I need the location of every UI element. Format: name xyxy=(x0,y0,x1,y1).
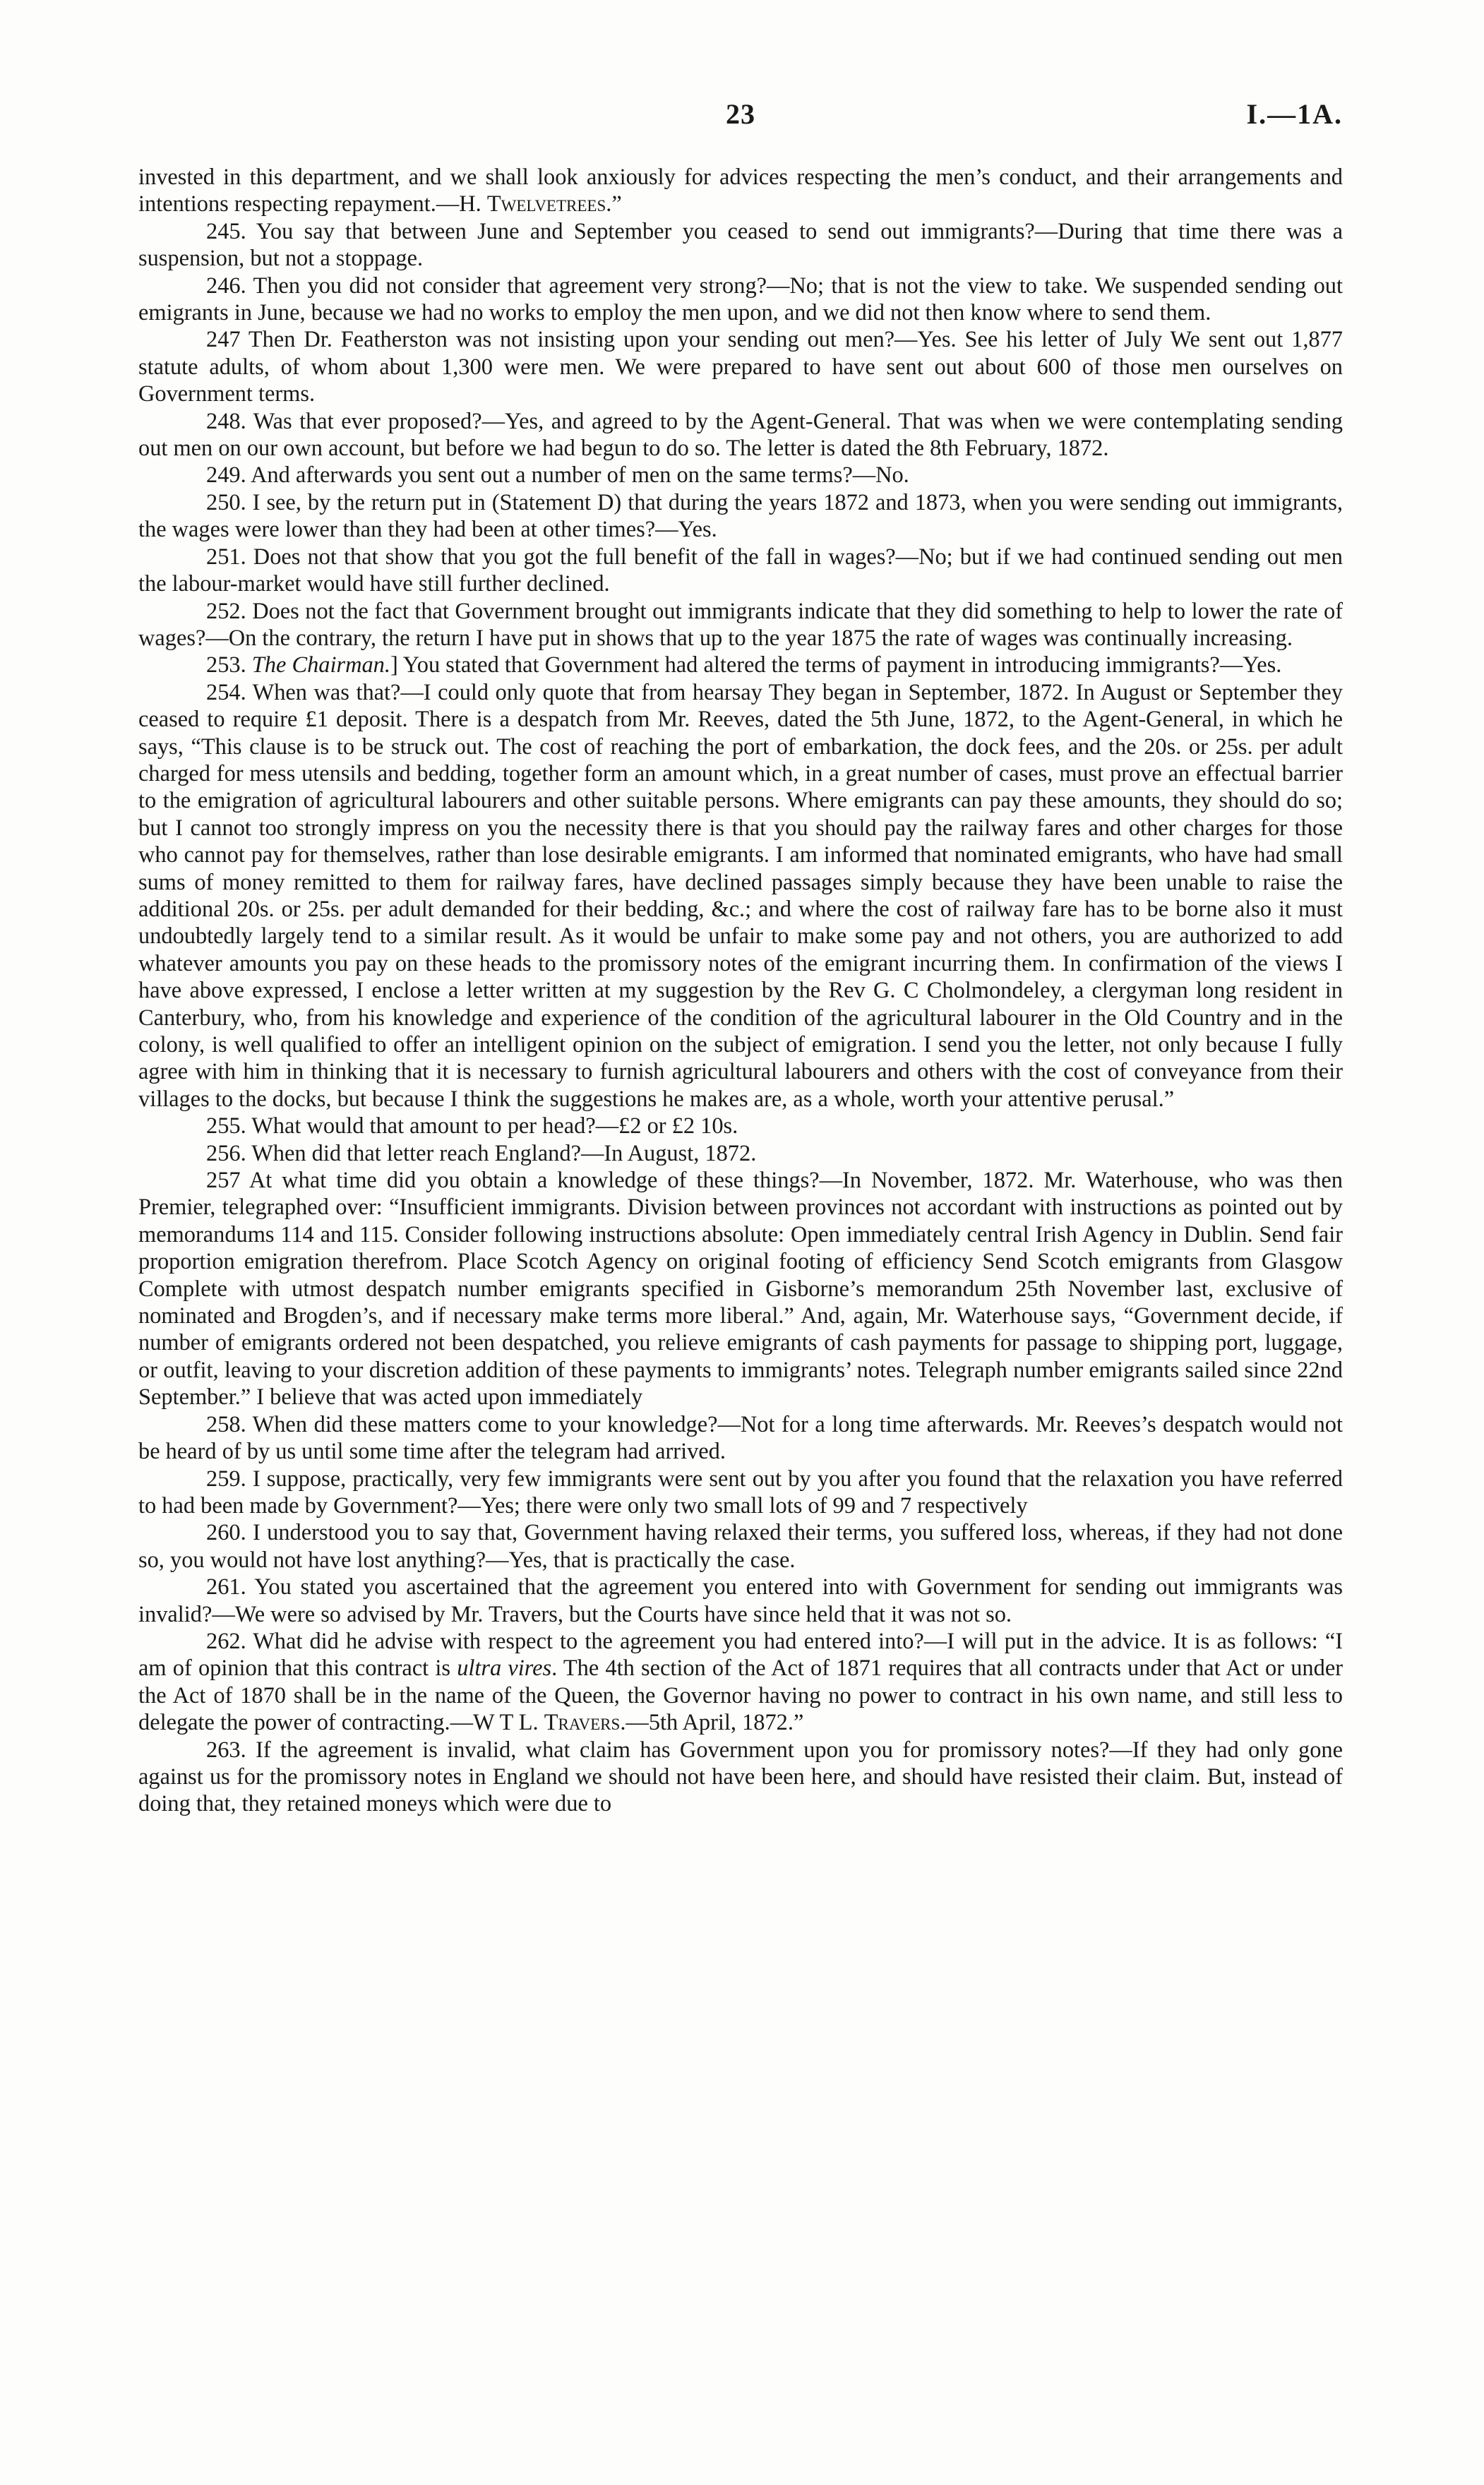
text-run: 252. Does not the fact that Government brought out immigrants indicate that they did something to help to lower the rate of wages?—On the contrary, the return I have put in shows that up to the year 1875 the rate of wages was continually increasing. xyxy=(138,598,1343,651)
text-run: 249. And afterwards you sent out a number of men on the same terms?—No. xyxy=(206,462,909,489)
page-number: 23 xyxy=(726,98,755,130)
paragraph xyxy=(138,652,1343,678)
text-run: 256. When did that letter reach England?—In August, 1872. xyxy=(206,1140,757,1166)
text-run: 253. xyxy=(206,652,252,678)
paragraph xyxy=(138,462,1343,489)
paragraph xyxy=(138,598,1343,652)
small-caps-text: Travers xyxy=(544,1710,621,1736)
paragraph xyxy=(138,408,1343,462)
italic-text: ultra vires xyxy=(457,1655,552,1682)
italic-text: The Chairman. xyxy=(251,652,390,678)
paragraph xyxy=(138,1519,1343,1574)
text-run: 257 At what time did you obtain a knowledge of these things?—In November, 1872. Mr. Waterhouse, who was then Premier, telegraphed over: “Insufficient immigrants. Division between provinces not accordant with instructions as pointed out by memorandums 114 and 115. Consider following instructions absolute: Open immediately central Irish Agency in Dublin. Send fair proportion emigration therefrom. Place Scotch Agency on original footing of efficiency Send Scotch emigrants from Glasgow Complete with utmost despatch number emigrants specified in Gisborne’s memorandum 25th November last, exclusive of nominated and Brogden’s, and if necessary make terms more liberal.” And, again, Mr. Waterhouse says, “Government decide, if number of emigrants ordered not been despatched, you relieve emigrants of cash payments for passage to shipping port, luggage, or outfit, leaving to your discretion addition of these payments to immigrants’ notes. Telegraph number emigrants sailed since 22nd September.” I believe that was acted upon immediately xyxy=(138,1168,1343,1411)
text-run: 258. When did these matters come to your knowledge?—Not for a long time afterwards. Mr. Reeves’s despatch would not be heard of by us until some time after the telegram had arrived. xyxy=(138,1411,1343,1465)
text-run: . The 4th section of the Act of 1871 requires that all contracts under that Act or under the Act of 1870 shall be in the name of the Queen, the Governor having no power to contract in his own name, and still less to delegate the power of contracting.—W T L. xyxy=(138,1655,1343,1736)
paragraph xyxy=(138,1737,1343,1818)
text-run: 260. I understood you to say that, Government having relaxed their terms, you suffered loss, whereas, if they had not done so, you would not have lost anything?—Yes, that is practically the case. xyxy=(138,1520,1343,1573)
text-run: 247 Then Dr. Featherston was not insisting upon your sending out men?—Yes. See his letter of July We sent out 1,877 statute adults, of whom about 1,300 were men. We were prepared to have sent out about 600 of those men ourselves on Government terms. xyxy=(138,327,1343,407)
paragraph xyxy=(138,1574,1343,1628)
paragraph xyxy=(138,273,1343,327)
paragraph xyxy=(138,326,1343,407)
paragraph xyxy=(138,544,1343,598)
page-header xyxy=(138,97,1343,140)
text-run: .” xyxy=(606,191,622,217)
text-run: 250. I see, by the return put in (Statement D) that during the years 1872 and 1873, when you were sending out immigrants, the wages were lower than they had been at other times?—Yes. xyxy=(138,489,1343,543)
paragraph xyxy=(138,1411,1343,1466)
text-run: 246. Then you did not consider that agreement very strong?—No; that is not the view to take. We suspended sending out emigrants in June, because we had no works to employ the men upon, and we did not then know where to send them. xyxy=(138,273,1343,326)
text-run: 245. You say that between June and September you ceased to send out immigrants?—During that time there was a suspension, but not a stoppage. xyxy=(138,218,1343,272)
paragraph xyxy=(138,1628,1343,1737)
paragraph xyxy=(138,1167,1343,1411)
paragraph xyxy=(138,218,1343,273)
small-caps-text: Twelvetrees xyxy=(486,191,606,217)
text-run: 255. What would that amount to per head?—£2 or £2 10s. xyxy=(206,1113,738,1139)
document-reference: I.—1A. xyxy=(1246,98,1343,130)
text-run: 262. What did he advise with respect to the agreement you had entered into?—I will put in the advice. It is as follows: “I am of opinion that this contract is xyxy=(138,1628,1343,1682)
text-run: 254. When was that?—I could only quote that from hearsay They began in September, 1872. In August or September they ceased to require £1 deposit. There is a despatch from Mr. Reeves, dated the 5th June, 1872, to the Agent-General, in which he says, “This clause is to be struck out. The cost of reaching the port of embarkation, the dock fees, and the 20s. or 25s. per adult charged for mess utensils and bedding, together form an amount which, in a great number of cases, must prove an effectual barrier to the emigration of agricultural labourers and other suitable persons. Where emigrants can pay these amounts, they should do so; but I cannot too strongly impress on you the necessity there is that you should pay the railway fares and other charges for those who cannot pay for themselves, rather than lose desirable emigrants. I am informed that nominated emigrants, who have had small sums of money remitted to them for railway fares, have declined passages simply because they have been unable to raise the additional 20s. or 25s. per adult demanded for their bedding, &c.; and where the cost of railway fare has to be borne also it must undoubtedly largely tend to a similar result. As it would be unfair to make some pay and not others, you are authorized to add whatever amounts you pay on these heads to the promissory notes of the emigrant incurring them. In confirmation of the views I have above expressed, I enclose a letter written at my suggestion by the Rev G. C Cholmondeley, a clergyman long resident in Canterbury, who, from his knowledge and experience of the condition of the agricultural labourer in the Old Country and in the colony, is well qualified to offer an intelligent opinion on the subject of emigration. I send you the letter, not only because I fully agree with him in thinking that it is necessary to furnish agricultural labourers and others with the cost of conveyance from their villages to the docks, but because I think the suggestions he makes are, as a whole, worth your attentive perusal.” xyxy=(138,679,1343,1112)
paragraph xyxy=(138,1140,1343,1167)
paragraph xyxy=(138,679,1343,1113)
text-run: 259. I suppose, practically, very few immigrants were sent out by you after you found that the relaxation you have referred to had been made by Government?—Yes; there were only two small lots of 99 and 7 respectively xyxy=(138,1466,1343,1519)
text-run: ] You stated that Government had altered the terms of payment in introducing immigrants?—Yes. xyxy=(390,652,1282,678)
text-run: invested in this department, and we shall look anxiously for advices respecting the men’s conduct, and their arrangements and intentions respecting repayment.—H. xyxy=(138,164,1343,217)
text-run: .—5th April, 1872.” xyxy=(620,1710,804,1736)
text-run: 251. Does not that show that you got the full benefit of the fall in wages?—No; but if we had continued sending out men the labour-market would have still further declined. xyxy=(138,544,1343,597)
paragraph xyxy=(138,1466,1343,1520)
text-run: 248. Was that ever proposed?—Yes, and agreed to by the Agent-General. That was when we were contemplating sending out men on our own account, but before we had begun to do so. The letter is dated the 8th February, 1872. xyxy=(138,408,1343,462)
paragraph xyxy=(138,489,1343,544)
body-text xyxy=(138,164,1343,1818)
paragraph xyxy=(138,1113,1343,1139)
paragraph xyxy=(138,164,1343,218)
text-run: 261. You stated you ascertained that the agreement you entered into with Government for sending out immigrants was invalid?—We were so advised by Mr. Travers, but the Courts have since held that it was not so. xyxy=(138,1574,1343,1627)
text-run: 263. If the agreement is invalid, what claim has Government upon you for promissory notes?—If they had only gone against us for the promissory notes in England we should not have been here, and should have resisted their claim. But, instead of doing that, they retained moneys which were due to xyxy=(138,1737,1343,1817)
